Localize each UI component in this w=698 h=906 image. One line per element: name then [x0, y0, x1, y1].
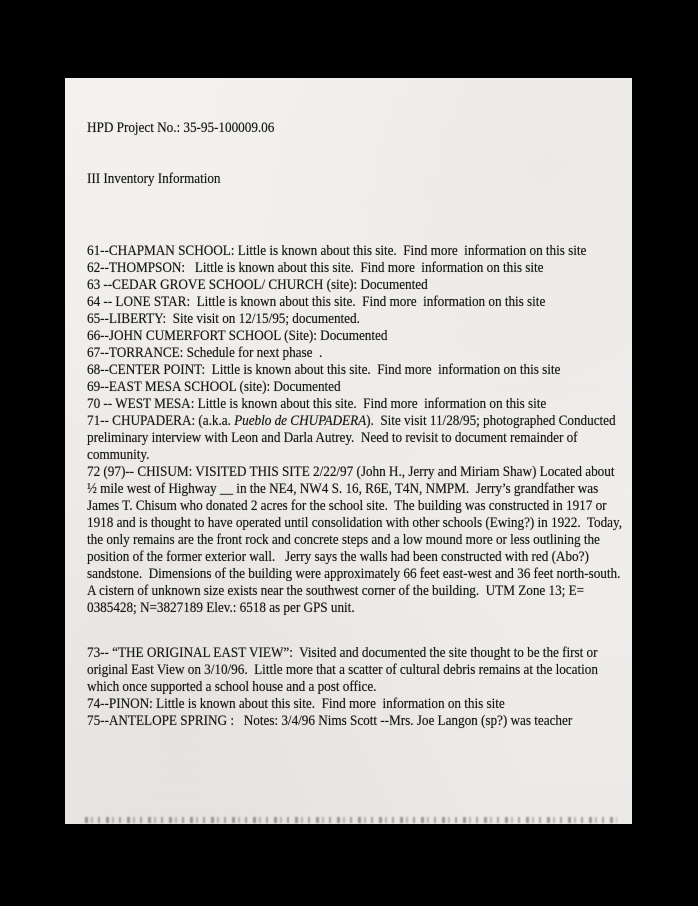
scanned-page — [65, 78, 632, 824]
item-text: 69--EAST MESA SCHOOL (site): Documented — [87, 379, 341, 395]
project-number-line: HPD Project No.: 35-95-100009.06 — [87, 120, 275, 136]
inventory-item-65 — [87, 311, 624, 328]
inventory-item-61 — [87, 243, 624, 260]
inventory-item-63 — [87, 277, 624, 294]
inventory-item-66 — [87, 328, 624, 345]
inventory-item-62 — [87, 260, 624, 277]
item-text: 63 --CEDAR GROVE SCHOOL/ CHURCH (site): Documented — [87, 277, 428, 293]
item-text: 72 (97)-- CHISUM: VISITED THIS SITE 2/22/97 (John H., Jerry and Miriam Shaw) Located about ½ mile west of Highway __ in the NE4, NW4 S. 16, R6E, T4N, NMPM. Jerry’s grandfather was James T. Chisum who donated 2 acres for the school site. The building was constructed in 1917 or 1918 and is thought to have operated until consolidation with other schools (Ewing?) in 1922. Today, the only remains are the front rock and concrete steps and a low mound more or less outlining the position of the former exterior wall. Jerry says the walls had been constructed with red (Abo?) sandstone. Dimensions of the building were approximately 66 feet east-west and 36 feet north-south. A cistern of unknown size exists near the southwest corner of the building. UTM Zone 13; E= 0385428; N=3827189 Elev.: 6518 as per GPS unit. — [87, 464, 627, 616]
inventory-item-71 — [87, 413, 624, 464]
inventory-item-73 — [87, 645, 624, 696]
item-text: 68--CENTER POINT: Little is known about this site. Find more information on this site — [87, 362, 561, 378]
item-text: 74--PINON: Little is known about this site. Find more information on this site — [87, 696, 505, 712]
cutoff-text-artifact — [85, 817, 617, 823]
inventory-item-74 — [87, 696, 624, 713]
item-text: 73-- “THE ORIGINAL EAST VIEW”: Visited and documented the site thought to be the first or original East View on 3/10/96. Little more that a scatter of cultural debris remains at the location which once supported a school house and a post office. — [87, 645, 602, 695]
inventory-item-67 — [87, 345, 624, 362]
section-title-line: III Inventory Information — [87, 171, 221, 187]
item-text: 75--ANTELOPE SPRING : Notes: 3/4/96 Nims Scott --Mrs. Joe Langon (sp?) was teacher — [87, 713, 573, 729]
inventory-list — [87, 243, 627, 730]
inventory-item-75 — [87, 713, 624, 730]
page-content — [87, 86, 627, 764]
item-text: 62--THOMPSON: Little is known about this site. Find more information on this site — [87, 260, 544, 276]
item-text: 70 -- WEST MESA: Little is known about this site. Find more information on this site — [87, 396, 547, 412]
item-text: 66--JOHN CUMERFORT SCHOOL (Site): Documented — [87, 328, 388, 344]
item-text: 71-- CHUPADERA: (a.k.a. — [87, 413, 235, 429]
inventory-item-64 — [87, 294, 624, 311]
site-name-italic: Pueblo de CHUPADERA — [234, 413, 367, 429]
inventory-item-68 — [87, 362, 624, 379]
item-text: 65--LIBERTY: Site visit on 12/15/95; documented. — [87, 311, 360, 327]
item-text: ). Site visit 11/28/95; photographed Conducted preliminary interview with Leon and Darla Autrey. Need to revisit to document remainder of community. — [87, 413, 619, 463]
item-text: 64 -- LONE STAR: Little is known about this site. Find more information on this site — [87, 294, 546, 310]
item-text: 61--CHAPMAN SCHOOL: Little is known about this site. Find more information on this site — [87, 243, 587, 259]
item-text: 67--TORRANCE: Schedule for next phase . — [87, 345, 323, 361]
inventory-item-72 — [87, 464, 627, 617]
inventory-item-70 — [87, 396, 624, 413]
inventory-item-69 — [87, 379, 624, 396]
